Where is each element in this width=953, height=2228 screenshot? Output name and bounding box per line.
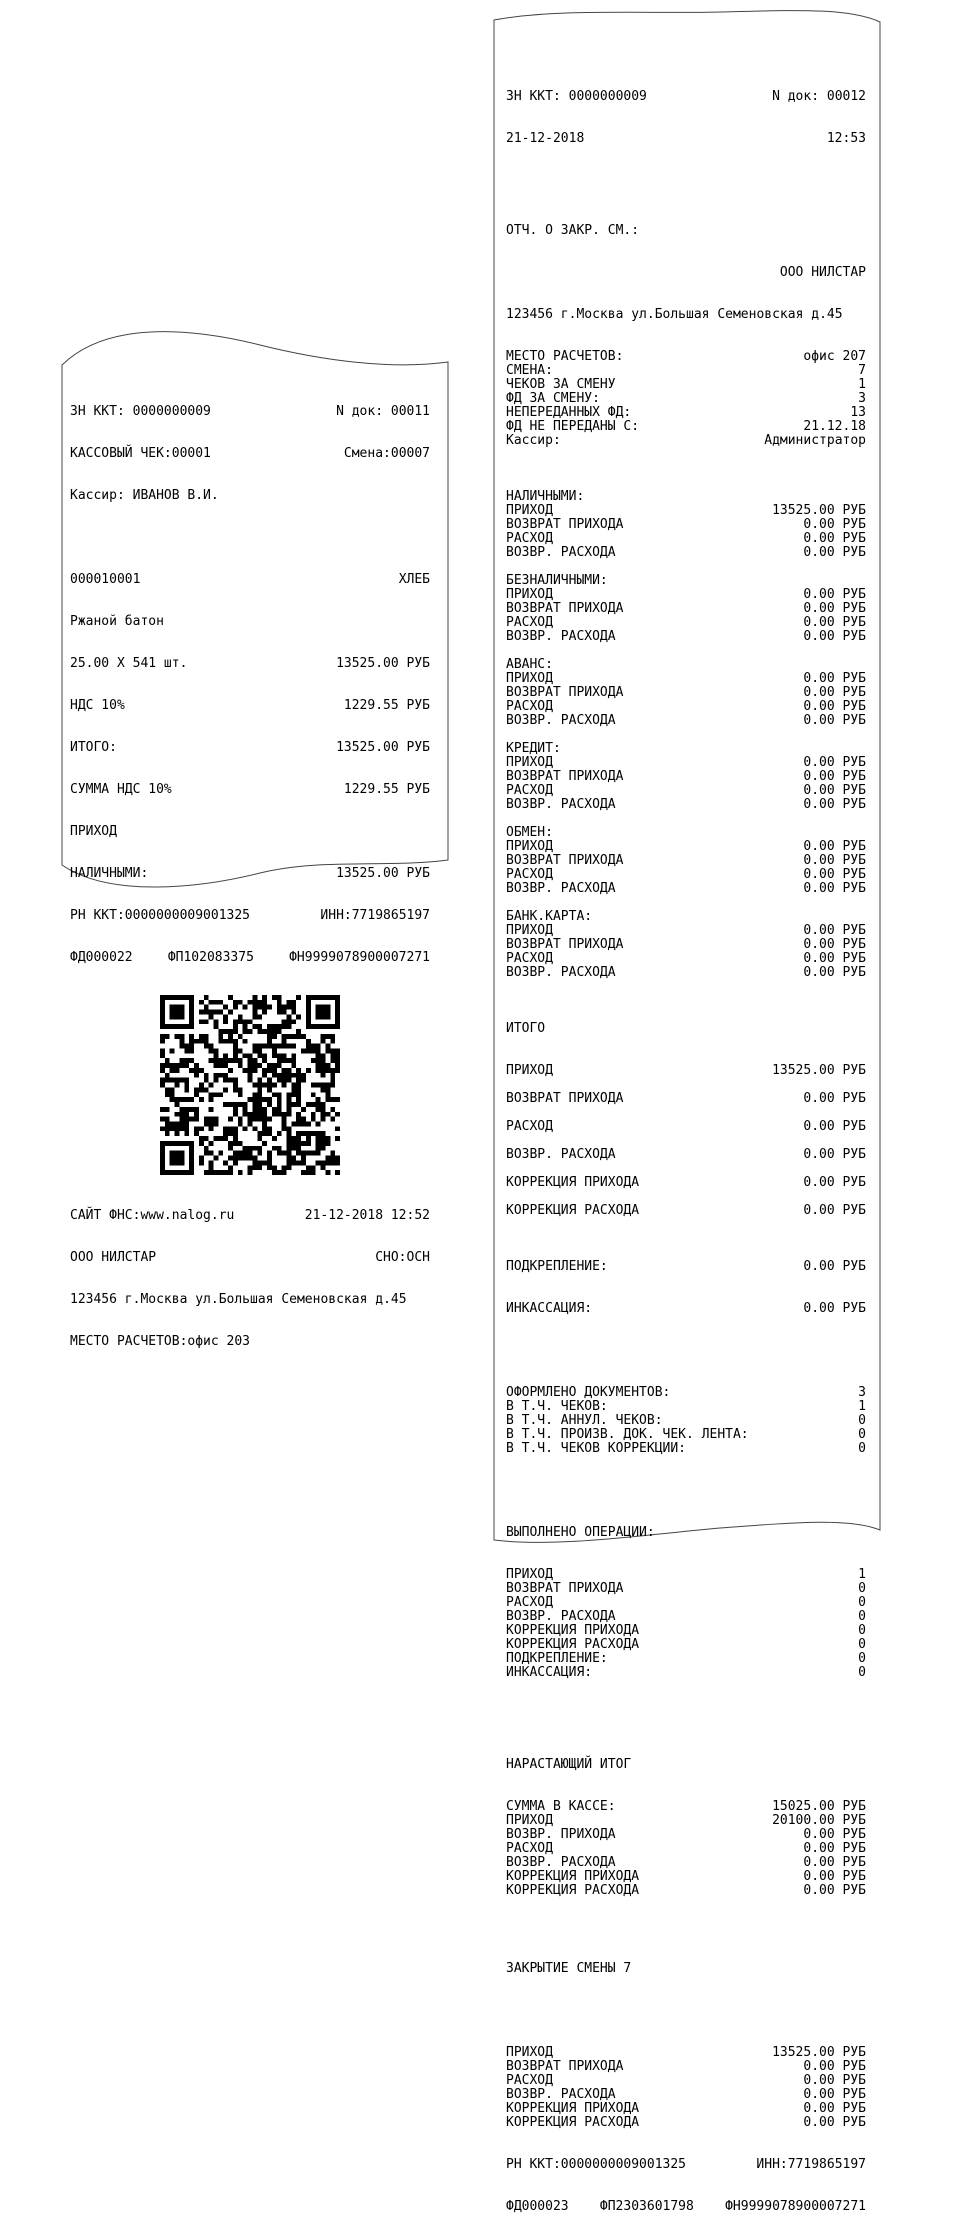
row-label: ВОЗВРАТ ПРИХОДА	[506, 769, 624, 784]
summary-row	[506, 1828, 866, 1842]
summary-row	[506, 2046, 866, 2060]
collection-label: ИНКАССАЦИЯ:	[506, 1301, 593, 1316]
rn-kkt: РН ККТ:0000000009001325	[70, 908, 251, 923]
summary-row	[506, 392, 866, 406]
item-code: 000010001	[70, 572, 141, 587]
fp: ФП102083375	[167, 950, 254, 965]
shift-number: Смена:00007	[343, 446, 430, 461]
row-value: офис 207	[803, 349, 866, 364]
row-label: ПРИХОД	[506, 587, 553, 602]
row-label: СУММА В КАССЕ:	[506, 1799, 616, 1814]
vat-label: НДС 10%	[70, 698, 125, 713]
tax-system: СНО:ОСН	[375, 1250, 430, 1265]
row-value: 0.00 РУБ	[803, 965, 866, 980]
summary-row	[506, 350, 866, 364]
row-value: 0.00 РУБ	[803, 2115, 866, 2130]
row-value: 0.00 РУБ	[803, 797, 866, 812]
summary-row	[506, 770, 866, 784]
row-label: ВОЗВР. РАСХОДА	[506, 881, 616, 896]
summary-row	[506, 546, 866, 560]
row-label: КОРРЕКЦИЯ РАСХОДА	[506, 1203, 640, 1218]
payment-section-title: НАЛИЧНЫМИ:	[506, 489, 585, 504]
summary-row	[506, 2074, 866, 2088]
row-value: 0.00 РУБ	[803, 2073, 866, 2088]
row-label: ПРИХОД	[506, 1813, 553, 1828]
operations-summary	[506, 1568, 866, 1680]
ops-title: ВЫПОЛНЕНО ОПЕРАЦИИ:	[506, 1525, 655, 1540]
row-value: 0.00 РУБ	[803, 1841, 866, 1856]
qr-code	[160, 995, 340, 1175]
summary-row	[506, 434, 866, 448]
row-label: ПРИХОД	[506, 755, 553, 770]
row-value: 0	[858, 1651, 866, 1666]
summary-row	[506, 1638, 866, 1652]
row-label: РАСХОД	[506, 531, 553, 546]
close-summary	[506, 2046, 866, 2130]
row-label: ВОЗВРАТ ПРИХОДА	[506, 601, 624, 616]
summary-row	[506, 588, 866, 602]
doc-number: N док: 00012	[772, 89, 866, 104]
payment-section-title: ОБМЕН:	[506, 825, 553, 840]
reinforce-label: ПОДКРЕПЛЕНИЕ:	[506, 1259, 608, 1274]
row-label: ФД НЕ ПЕРЕДАНЫ С:	[506, 419, 640, 434]
summary-row	[506, 714, 866, 728]
row-label: РАСХОД	[506, 1119, 553, 1134]
payment-sections	[506, 490, 866, 994]
documents-summary	[506, 1386, 866, 1456]
row-value: Администратор	[764, 433, 866, 448]
row-value: 0	[858, 1581, 866, 1596]
org-address: 123456 г.Москва ул.Большая Семеновская д.45	[70, 1292, 407, 1307]
summary-row	[506, 532, 866, 546]
summary-row	[506, 700, 866, 714]
shift-close-report	[506, 62, 866, 2228]
zn-kkt: ЗН ККТ: 0000000009	[70, 404, 211, 419]
row-value: 0.00 РУБ	[803, 1091, 866, 1106]
summary-row	[506, 602, 866, 616]
row-label: МЕСТО РАСЧЕТОВ:	[506, 349, 624, 364]
report-title: ОТЧ. О ЗАКР. СМ.:	[506, 223, 640, 238]
summary-row	[506, 420, 866, 434]
item-sum: 13525.00 РУБ	[336, 656, 430, 671]
row-value: 0	[858, 1413, 866, 1428]
org-name: ООО НИЛСТАР	[70, 1250, 157, 1265]
total-title: ИТОГО	[506, 1021, 546, 1036]
cumulative-title: НАРАСТАЮЩИЙ ИТОГ	[506, 1757, 632, 1772]
row-label: ВОЗВРАТ ПРИХОДА	[506, 685, 624, 700]
row-label: ВОЗВР. РАСХОДА	[506, 545, 616, 560]
row-value: 0	[858, 1637, 866, 1652]
row-value: 3	[858, 1385, 866, 1400]
row-label: КОРРЕКЦИЯ ПРИХОДА	[506, 2101, 640, 2116]
total-label: ИТОГО:	[70, 740, 117, 755]
row-value: 13	[850, 405, 866, 420]
row-value: 0.00 РУБ	[803, 755, 866, 770]
payment-section-title: АВАНС:	[506, 657, 553, 672]
row-label: РАСХОД	[506, 615, 553, 630]
row-label: ВОЗВР. РАСХОДА	[506, 797, 616, 812]
summary-row	[506, 1176, 866, 1190]
summary-row	[506, 1442, 866, 1456]
fn: ФН9999078900007271	[725, 2199, 866, 2214]
row-label: ВОЗВРАТ ПРИХОДА	[506, 517, 624, 532]
vat-value: 1229.55 РУБ	[343, 698, 430, 713]
cash-label: НАЛИЧНЫМИ:	[70, 866, 149, 881]
check-number: КАССОВЫЙ ЧЕК:00001	[70, 446, 211, 461]
row-label: ПРИХОД	[506, 671, 553, 686]
summary-row	[506, 1610, 866, 1624]
row-value: 0.00 РУБ	[803, 517, 866, 532]
summary-row	[506, 686, 866, 700]
row-value: 0.00 РУБ	[803, 783, 866, 798]
row-label: РАСХОД	[506, 951, 553, 966]
row-label: КОРРЕКЦИЯ ПРИХОДА	[506, 1175, 640, 1190]
row-value: 0.00 РУБ	[803, 2101, 866, 2116]
row-label: ОФОРМЛЕНО ДОКУМЕНТОВ:	[506, 1385, 671, 1400]
row-value: 0.00 РУБ	[803, 1175, 866, 1190]
summary-row	[506, 2060, 866, 2074]
row-value: 0.00 РУБ	[803, 685, 866, 700]
place-of-payment: МЕСТО РАСЧЕТОВ:офис 203	[70, 1334, 251, 1349]
row-label: КОРРЕКЦИЯ РАСХОДА	[506, 2115, 640, 2130]
summary-row	[506, 1814, 866, 1828]
row-value: 0.00 РУБ	[803, 545, 866, 560]
inn: ИНН:7719865197	[320, 908, 430, 923]
summary-row	[506, 672, 866, 686]
row-value: 1	[858, 377, 866, 392]
row-label: НЕПЕРЕДАННЫХ ФД:	[506, 405, 632, 420]
row-label: КОРРЕКЦИЯ ПРИХОДА	[506, 1869, 640, 1884]
row-label: В Т.Ч. ПРОИЗВ. ДОК. ЧЕК. ЛЕНТА:	[506, 1427, 749, 1442]
org-name: ООО НИЛСТАР	[779, 265, 866, 280]
row-value: 0.00 РУБ	[803, 937, 866, 952]
summary-row	[506, 1652, 866, 1666]
row-value: 0	[858, 1441, 866, 1456]
row-label: ВОЗВР. РАСХОДА	[506, 965, 616, 980]
row-value: 0	[858, 1595, 866, 1610]
summary-row	[506, 1120, 866, 1134]
row-label: ВОЗВР. РАСХОДА	[506, 629, 616, 644]
summary-row	[506, 966, 866, 980]
row-value: 0.00 РУБ	[803, 1203, 866, 1218]
row-value: 0.00 РУБ	[803, 867, 866, 882]
row-value: 0	[858, 1623, 866, 1638]
row-label: ВОЗВР. РАСХОДА	[506, 1855, 616, 1870]
row-label: Кассир:	[506, 433, 561, 448]
summary-row	[506, 840, 866, 854]
shift-info	[506, 350, 866, 462]
row-label: СМЕНА:	[506, 363, 553, 378]
row-value: 1	[858, 1399, 866, 1414]
inn: ИНН:7719865197	[756, 2157, 866, 2172]
row-value: 0.00 РУБ	[803, 839, 866, 854]
rn-kkt: РН ККТ:0000000009001325	[506, 2157, 687, 2172]
row-label: ВОЗВР. РАСХОДА	[506, 2087, 616, 2102]
summary-row	[506, 952, 866, 966]
summary-row	[506, 1568, 866, 1582]
summary-row	[506, 1870, 866, 1884]
fd: ФД000023	[506, 2199, 569, 2214]
row-value: 0.00 РУБ	[803, 923, 866, 938]
row-label: ФД ЗА СМЕНУ:	[506, 391, 600, 406]
fp: ФП2303601798	[599, 2199, 694, 2214]
summary-row	[506, 1386, 866, 1400]
item-name: Ржаной батон	[70, 614, 164, 629]
row-value: 7	[858, 363, 866, 378]
summary-row	[506, 1800, 866, 1814]
sales-receipt	[70, 377, 430, 1363]
vat-sum-value: 1229.55 РУБ	[343, 782, 430, 797]
summary-row	[506, 2116, 866, 2130]
row-label: В Т.Ч. ЧЕКОВ КОРРЕКЦИИ:	[506, 1441, 687, 1456]
fns-site: САЙТ ФНС:www.nalog.ru	[70, 1208, 235, 1223]
row-label: В Т.Ч. ЧЕКОВ:	[506, 1399, 608, 1414]
row-label: ИНКАССАЦИЯ:	[506, 1665, 593, 1680]
row-value: 0	[858, 1665, 866, 1680]
summary-row	[506, 1856, 866, 1870]
row-value: 0.00 РУБ	[803, 1883, 866, 1898]
row-value: 0.00 РУБ	[803, 881, 866, 896]
summary-row	[506, 756, 866, 770]
row-value: 0.00 РУБ	[803, 2059, 866, 2074]
income-label: ПРИХОД	[70, 824, 117, 839]
row-value: 0.00 РУБ	[803, 671, 866, 686]
row-label: ПРИХОД	[506, 839, 553, 854]
summary-row	[506, 504, 866, 518]
collection-value: 0.00 РУБ	[803, 1301, 866, 1316]
summary-row	[506, 1624, 866, 1638]
totals	[506, 1064, 866, 1232]
row-value: 0.00 РУБ	[803, 587, 866, 602]
row-value: 1	[858, 1567, 866, 1582]
summary-row	[506, 1204, 866, 1218]
row-value: 0.00 РУБ	[803, 699, 866, 714]
report-time: 12:53	[826, 131, 866, 146]
row-label: ВОЗВРАТ ПРИХОДА	[506, 2059, 624, 2074]
fd: ФД000022	[70, 950, 133, 965]
row-value: 13525.00 РУБ	[772, 1063, 866, 1078]
total-value: 13525.00 РУБ	[336, 740, 430, 755]
summary-row	[506, 1064, 866, 1078]
row-value: 0.00 РУБ	[803, 629, 866, 644]
summary-row	[506, 798, 866, 812]
summary-row	[506, 364, 866, 378]
row-label: ПРИХОД	[506, 1063, 553, 1078]
row-value: 0	[858, 1427, 866, 1442]
row-label: РАСХОД	[506, 867, 553, 882]
fn: ФН9999078900007271	[289, 950, 430, 965]
row-value: 13525.00 РУБ	[772, 503, 866, 518]
cash-value: 13525.00 РУБ	[336, 866, 430, 881]
cashier: Кассир: ИВАНОВ В.И.	[70, 488, 219, 503]
summary-row	[506, 854, 866, 868]
row-value: 0.00 РУБ	[803, 1855, 866, 1870]
row-value: 13525.00 РУБ	[772, 2045, 866, 2060]
row-label: ПОДКРЕПЛЕНИЕ:	[506, 1651, 608, 1666]
summary-row	[506, 1842, 866, 1856]
row-value: 0	[858, 1609, 866, 1624]
row-label: ВОЗВР. ПРИХОДА	[506, 1827, 616, 1842]
reinforce-value: 0.00 РУБ	[803, 1259, 866, 1274]
row-value: 0.00 РУБ	[803, 1869, 866, 1884]
summary-row	[506, 630, 866, 644]
item-qty: 25.00 X 541 шт.	[70, 656, 188, 671]
summary-row	[506, 868, 866, 882]
summary-row	[506, 1596, 866, 1610]
row-value: 20100.00 РУБ	[772, 1813, 866, 1828]
row-value: 0.00 РУБ	[803, 601, 866, 616]
row-value: 0.00 РУБ	[803, 853, 866, 868]
item-group: ХЛЕБ	[398, 572, 430, 587]
row-label: ВОЗВР. РАСХОДА	[506, 1147, 616, 1162]
report-date: 21-12-2018	[506, 131, 585, 146]
row-label: ВОЗВРАТ ПРИХОДА	[506, 937, 624, 952]
row-label: РАСХОД	[506, 1841, 553, 1856]
summary-row	[506, 616, 866, 630]
vat-sum-label: СУММА НДС 10%	[70, 782, 172, 797]
row-label: РАСХОД	[506, 2073, 553, 2088]
row-value: 0.00 РУБ	[803, 1827, 866, 1842]
row-label: ВОЗВРАТ ПРИХОДА	[506, 1581, 624, 1596]
row-label: КОРРЕКЦИЯ РАСХОДА	[506, 1883, 640, 1898]
zn-kkt: ЗН ККТ: 0000000009	[506, 89, 647, 104]
row-label: КОРРЕКЦИЯ РАСХОДА	[506, 1637, 640, 1652]
summary-row	[506, 1148, 866, 1162]
summary-row	[506, 924, 866, 938]
row-label: ЧЕКОВ ЗА СМЕНУ	[506, 377, 616, 392]
summary-row	[506, 2088, 866, 2102]
row-label: ПРИХОД	[506, 503, 553, 518]
org-address: 123456 г.Москва ул.Большая Семеновская д.45	[506, 307, 843, 322]
summary-row	[506, 406, 866, 420]
row-value: 3	[858, 391, 866, 406]
payment-section-title: БЕЗНАЛИЧНЫМИ:	[506, 573, 608, 588]
row-value: 21.12.18	[803, 419, 866, 434]
doc-number: N док: 00011	[336, 404, 430, 419]
summary-row	[506, 938, 866, 952]
payment-section-title: БАНК.КАРТА:	[506, 909, 593, 924]
row-value: 0.00 РУБ	[803, 615, 866, 630]
row-value: 0.00 РУБ	[803, 951, 866, 966]
summary-row	[506, 1666, 866, 1680]
row-label: РАСХОД	[506, 1595, 553, 1610]
payment-section-title: КРЕДИТ:	[506, 741, 561, 756]
row-value: 15025.00 РУБ	[772, 1799, 866, 1814]
row-label: В Т.Ч. АННУЛ. ЧЕКОВ:	[506, 1413, 663, 1428]
close-title: ЗАКРЫТИЕ СМЕНЫ 7	[506, 1961, 632, 1976]
row-label: ПРИХОД	[506, 2045, 553, 2060]
summary-row	[506, 1582, 866, 1596]
row-value: 0.00 РУБ	[803, 713, 866, 728]
row-label: КОРРЕКЦИЯ ПРИХОДА	[506, 1623, 640, 1638]
row-value: 0.00 РУБ	[803, 531, 866, 546]
receipt-datetime: 21-12-2018 12:52	[304, 1208, 430, 1223]
row-value: 0.00 РУБ	[803, 1119, 866, 1134]
row-label: РАСХОД	[506, 783, 553, 798]
row-value: 0.00 РУБ	[803, 1147, 866, 1162]
summary-row	[506, 1414, 866, 1428]
summary-row	[506, 1884, 866, 1898]
summary-row	[506, 2102, 866, 2116]
summary-row	[506, 1400, 866, 1414]
cumulative-summary	[506, 1800, 866, 1898]
row-label: ВОЗВР. РАСХОДА	[506, 713, 616, 728]
row-label: ВОЗВРАТ ПРИХОДА	[506, 853, 624, 868]
summary-row	[506, 518, 866, 532]
summary-row	[506, 882, 866, 896]
summary-row	[506, 784, 866, 798]
summary-row	[506, 378, 866, 392]
row-label: ПРИХОД	[506, 1567, 553, 1582]
row-value: 0.00 РУБ	[803, 2087, 866, 2102]
summary-row	[506, 1092, 866, 1106]
row-label: ВОЗВРАТ ПРИХОДА	[506, 1091, 624, 1106]
row-label: РАСХОД	[506, 699, 553, 714]
row-label: ПРИХОД	[506, 923, 553, 938]
row-value: 0.00 РУБ	[803, 769, 866, 784]
summary-row	[506, 1428, 866, 1442]
row-label: ВОЗВР. РАСХОДА	[506, 1609, 616, 1624]
